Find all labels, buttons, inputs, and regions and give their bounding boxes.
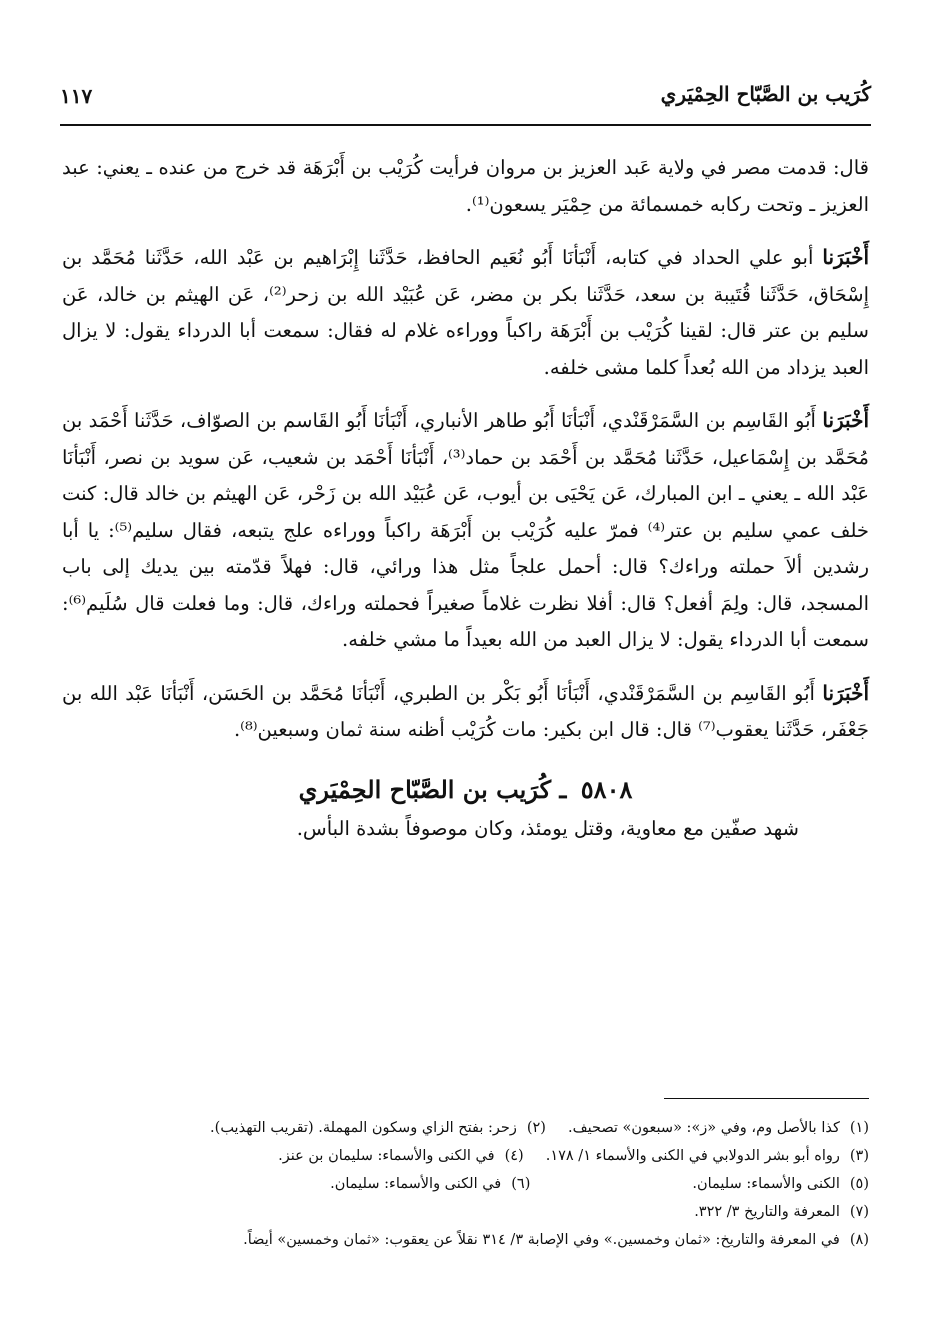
footnote-number: (٣) <box>849 1148 869 1164</box>
footnote-number: (٦) <box>511 1176 531 1192</box>
footnote-number: (٢) <box>526 1120 546 1136</box>
footnote-6 <box>330 1170 530 1198</box>
footnote-text: المعرفة والتاريخ ٣/ ٣٢٢. <box>694 1204 840 1220</box>
footnote-number: (٧) <box>849 1204 869 1220</box>
footnote-text: في المعرفة والتاريخ: «ثمان وخمسين.» وفي الإصابة ٣/ ٣١٤ نقلاً عن يعقوب: «ثمان وخمسين» أيضاً. <box>243 1232 840 1248</box>
footnote-5 <box>692 1170 869 1198</box>
page-number: ١١٧ <box>60 84 93 108</box>
footnote-7 <box>694 1198 869 1226</box>
entry-text: شهد صفّين مع معاوية، وقتل يومئذ، وكان موصوفاً بشدة البأس. <box>296 816 799 840</box>
footnote-line <box>62 1142 869 1170</box>
footnote-line <box>62 1170 869 1198</box>
running-title: كُرَيب بن الصَّبّاح الحِمْيَري <box>660 82 871 106</box>
footnote-text: الكنى والأسماء: سليمان. <box>692 1176 840 1192</box>
footnote-line <box>62 1226 869 1254</box>
footnote-number: (١) <box>849 1120 869 1136</box>
paragraph-2 <box>62 239 869 386</box>
footnote-text: رواه أبو بشر الدولابي في الكنى والأسماء ١/ ١٧٨. <box>545 1148 840 1164</box>
footnote-text: في الكنى والأسماء: سليمان. <box>330 1176 502 1192</box>
paragraph-1 <box>62 150 869 223</box>
footnote-number: (٤) <box>504 1148 524 1164</box>
footnote-number: (٥) <box>849 1176 869 1192</box>
footnote-line <box>62 1198 869 1226</box>
paragraph-3-text: أَبُو القَاسِم بن السَّمَرْقَنْدي، أَنْبَأنَا أَبُو طاهر الأنباري، أَنْبَأنَا أَبُو القَاسم بن الصوّاف، حَدَّثَنا أَحْمَد بن مُحَمَّد بن إِسْمَاعيل، حَدَّثَنا مُحَمَّد بن أَحْمَد بن حماد⁽³⁾، أَنْبَأنَا أَحْمَد بن شعيب، عَن سويد بن نصر، أَنْبَأنَا عَبْد الله ـ يعني ـ ابن المبارك، عَن يَحْيَى بن أيوب، عَن عُبَيْد الله بن زَحْر، عَن الهيثم بن خالد قال: كنت خلف عمي سليم بن عتر⁽⁴⁾ فمرّ عليه كُرَيْب بن أَبْرَهَة راكباً ووراءه علج يتبعه، فقال سليم⁽⁵⁾: يا أبا رشدين ألاَ حملته وراءك؟ قال: أحمل علجاً مثل هذا ورائي، قال: فهلاً قدّمته بين يديك إلى باب المسجد، قال: ولِمَ أفعل؟ قال: أفلا نظرت غلاماً صغيراً فحملته وراءك، قال: وما فعلت قال سُلَيم⁽⁶⁾: سمعت أبا الدرداء يقول: لا يزال العبد من الله بعيداً ما مشي خلفه. <box>62 409 869 651</box>
paragraph-4-text: أَبُو القَاسِم بن السَّمَرْقَنْدي، أَنْبَأنَا أَبُو بَكْر بن الطبري، أَنْبَأنَا مُحَمَّد بن الحَسَن، أَنْبَأنَا عَبْد الله بن جَعْفَر، حَدَّثَنا يعقوب⁽⁷⁾ قال: قال ابن بكير: مات كُرَيْب أظنه سنة ثمان وسبعين⁽⁸⁾. <box>62 681 869 741</box>
footnote-line <box>62 1114 869 1142</box>
footnote-4 <box>278 1142 524 1170</box>
footnote-text: كذا بالأصل وم، وفي «ز»: «سبعون» تصحيف. <box>567 1120 840 1136</box>
footnote-number: (٨) <box>849 1232 869 1248</box>
paragraph-2-text: أبو علي الحداد في كتابه، أَنْبَأنَا أَبُو نُعَيم الحافظ، حَدَّثَنا إِبْرَاهيم بن عَبْد الله، حَدَّثَنا مُحَمَّد بن إِسْحَاق، حَدَّثَنا قُتَيبة بن سعد، حَدَّثَنا بكر بن مضر، عَن عُبَيْد الله بن زحر⁽²⁾، عَن الهيثم بن خالد، عَن سليم بن عتر قال: لقينا كُرَيْب بن أَبْرَهَة راكباً ووراءه غلام له فقال: سمعت أبا الدرداء يقول: لا يزال العبد يزداد من الله بُعداً كلما مشى خلفه. <box>62 246 869 379</box>
paragraph-1-text: قال: قدمت مصر في ولاية عَبد العزيز بن مروان فرأيت كُرَيْب بن أَبْرَهَة قد خرج من عنده ـ يعني: عبد العزيز ـ وتحت ركابه خمسمائة من حِمْيَر يسعون⁽¹⁾. <box>62 156 869 216</box>
footnote-1 <box>568 1114 869 1142</box>
main-text <box>62 150 869 846</box>
footnote-3 <box>546 1142 869 1170</box>
paragraph-4 <box>62 675 869 749</box>
footnote-text: زحر: بفتح الزاي وسكون المهملة. (تقريب التهذيب). <box>210 1120 517 1136</box>
entry-heading <box>62 775 869 804</box>
paragraph-3-lead: أَخْبَرَنا <box>822 408 869 432</box>
page-header <box>60 78 871 122</box>
paragraph-2-lead: أَخْبَرَنا <box>822 245 869 269</box>
header-rule <box>60 124 871 126</box>
footnote-rule <box>664 1098 869 1099</box>
footnote-8 <box>243 1226 869 1254</box>
footnote-2 <box>210 1114 546 1142</box>
footnotes <box>62 1114 869 1254</box>
paragraph-4-lead: أَخْبَرَنا <box>822 680 869 705</box>
entry-title: ـ كُرَيب بن الصَّبّاح الحِمْيَري <box>298 774 567 804</box>
paragraph-3 <box>62 402 869 659</box>
footnote-text: في الكنى والأسماء: سليمان بن عنز. <box>278 1148 495 1164</box>
entry-number: ٥٨٠٨ <box>580 774 633 804</box>
